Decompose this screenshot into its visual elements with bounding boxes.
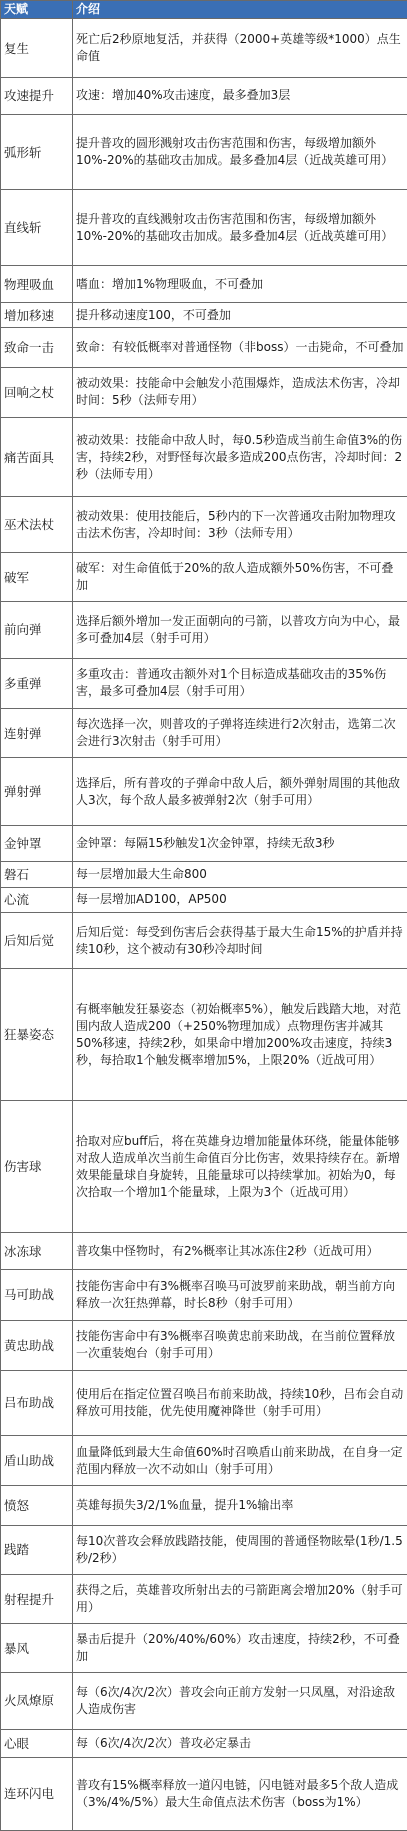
table-header-row (1, 1, 407, 19)
talent-name: 痛苦面具 (1, 418, 73, 497)
table-row (1, 862, 407, 887)
table-row (1, 1673, 407, 1729)
talent-description: 暴击后提升（20%/40%/60%）攻击速度，持续2秒，不可叠加 (73, 1624, 407, 1673)
talent-name: 连射弹 (1, 709, 73, 758)
talent-name: 连环闪电 (1, 1757, 73, 1830)
talent-name: 前向弹 (1, 602, 73, 658)
table-row (1, 1320, 407, 1371)
table-row (1, 912, 407, 968)
talent-name: 射程提升 (1, 1574, 73, 1623)
table-row (1, 1101, 407, 1233)
talent-description: 多重攻击：普通攻击额外对1个目标造成基础攻击的35%伤害，最多可叠加4层（射手可用） (73, 658, 407, 709)
table-row (1, 418, 407, 497)
talent-description: 有概率触发狂暴姿态（初始概率5%），触发后践踏大地，对范围内敌人造成200（+250%物理加成）点物理伤害并减其50%移速，持续2秒，如果命中增加200%攻击速度，持续3秒，每拾取1个触发概率增加5%，上限20%（近战可用） (73, 969, 407, 1101)
table-row (1, 19, 407, 78)
table-row (1, 1233, 407, 1270)
table-row (1, 1624, 407, 1673)
talent-name: 践踏 (1, 1525, 73, 1574)
talent-description: 普攻有15%概率释放一道闪电链，闪电链对最多5个敌人造成（3%/4%/5%）最大生命值点法术伤害（boss为1%） (73, 1757, 407, 1830)
talent-name: 物理吸血 (1, 266, 73, 303)
table-row (1, 1486, 407, 1525)
talent-description: 死亡后2秒原地复活，并获得（2000+英雄等级*1000）点生命值 (73, 19, 407, 78)
talent-description: 提升普攻的直线溅射攻击伤害范围和伤害，每级增加额外10%-20%的基础攻击加成。最多叠加4层（近战英雄可用） (73, 190, 407, 266)
talent-description: 每（6次/4次/2次）普攻必定暴击 (73, 1729, 407, 1757)
talent-description: 被动效果：技能命中敌人时，每0.5秒造成当前生命值3%的伤害，持续2秒，对野怪每次最多造成200点伤害，冷却时间：2秒（法师专用） (73, 418, 407, 497)
talent-description: 获得之后，英雄普攻所射出去的弓箭距离会增加20%（射手可用） (73, 1574, 407, 1623)
table-row (1, 602, 407, 658)
talent-description: 被动效果：技能命中会触发小范围爆炸，造成法术伤害，冷却时间：5秒（法师专用） (73, 367, 407, 418)
talent-description: 技能伤害命中有3%概率召唤黄忠前来助战，在当前位置释放一次重装炮台（射手可用） (73, 1320, 407, 1371)
talent-description: 每（6次/4次/2次）普攻会向正前方发射一只凤凰，对沿途敌人造成伤害 (73, 1673, 407, 1729)
talent-name: 盾山助战 (1, 1435, 73, 1486)
table-row (1, 496, 407, 552)
talent-description: 致命：有较低概率对普通怪物（非boss）一击毙命，不可叠加 (73, 328, 407, 367)
talent-description: 提升移动速度100，不可叠加 (73, 302, 407, 327)
talent-description: 血量降低到最大生命值60%时召唤盾山前来助战，在自身一定范围内释放一次不动如山（射手可用） (73, 1435, 407, 1486)
talent-description: 金钟罩：每隔15秒触发1次金钟罩，持续无敌3秒 (73, 825, 407, 862)
table-row (1, 709, 407, 758)
table-row (1, 1729, 407, 1757)
talent-description: 每10次普攻会释放践踏技能，使周围的普通怪物眩晕(1秒/1.5秒/2秒） (73, 1525, 407, 1574)
talent-name: 增加移速 (1, 302, 73, 327)
talent-description: 被动效果：使用技能后，5秒内的下一次普通攻击附加物理攻击法术伤害，冷却时间：3秒（法师专用） (73, 496, 407, 552)
talent-description: 每一层增加AD100，AP500 (73, 887, 407, 912)
table-row (1, 114, 407, 190)
table-row (1, 887, 407, 912)
talent-description: 选择后额外增加一发正面朝向的弓箭，以普攻方向为中心，最多可叠加4层（射手可用） (73, 602, 407, 658)
table-row (1, 758, 407, 825)
table-row (1, 969, 407, 1101)
talent-description: 后知后觉：每受到伤害后会获得基于最大生命15%的护盾并持续10秒，这个被动有30秒冷却时间 (73, 912, 407, 968)
talent-name: 弹射弹 (1, 758, 73, 825)
talent-description: 选择后，所有普攻的子弹命中敌人后，额外弹射周围的其他敌人3次，每个敌人最多被弹射2次（射手可用） (73, 758, 407, 825)
talent-description: 技能伤害命中有3%概率召唤马可波罗前来助战，朝当前方向释放一次狂热弹幕，时长8秒（射手可用） (73, 1269, 407, 1320)
table-row (1, 367, 407, 418)
talent-description: 使用后在指定位置召唤吕布前来助战，持续10秒，吕布会自动释放可用技能，优先使用魔神降世（射手可用） (73, 1371, 407, 1436)
talent-name: 黄忠助战 (1, 1320, 73, 1371)
talent-description: 英雄每损失3/2/1%血量，提升1%输出率 (73, 1486, 407, 1525)
table-row (1, 1269, 407, 1320)
talent-description: 每次选择一次，则普攻的子弹将连续进行2次射击，选第二次会进行3次射击（射手可用） (73, 709, 407, 758)
talent-name: 吕布助战 (1, 1371, 73, 1436)
table-row (1, 302, 407, 327)
talent-description: 嗜血：增加1%物理吸血，不可叠加 (73, 266, 407, 303)
talent-name: 心流 (1, 887, 73, 912)
header-talent: 天赋 (1, 1, 73, 19)
talent-description: 普攻集中怪物时，有2%概率让其冰冻住2秒（近战可用） (73, 1233, 407, 1270)
table-row (1, 190, 407, 266)
table-row (1, 1371, 407, 1436)
table-row (1, 1435, 407, 1486)
talent-name: 多重弹 (1, 658, 73, 709)
table-row (1, 1525, 407, 1574)
talent-description: 提升普攻的圆形溅射攻击伤害范围和伤害，每级增加额外10%-20%的基础攻击加成。最多叠加4层（近战英雄可用） (73, 114, 407, 190)
table-row (1, 328, 407, 367)
talent-name: 心眼 (1, 1729, 73, 1757)
talent-name: 后知后觉 (1, 912, 73, 968)
talent-name: 伤害球 (1, 1101, 73, 1233)
talent-description: 每一层增加最大生命800 (73, 862, 407, 887)
table-row (1, 658, 407, 709)
talent-name: 冰冻球 (1, 1233, 73, 1270)
table-row (1, 553, 407, 602)
talent-name: 金钟罩 (1, 825, 73, 862)
talent-name: 愤怒 (1, 1486, 73, 1525)
talent-name: 暴风 (1, 1624, 73, 1673)
talent-name: 弧形斩 (1, 114, 73, 190)
table-row (1, 78, 407, 115)
talent-name: 马可助战 (1, 1269, 73, 1320)
table-row (1, 1574, 407, 1623)
talent-name: 直线斩 (1, 190, 73, 266)
table-row (1, 266, 407, 303)
talent-description: 攻速：增加40%攻击速度，最多叠加3层 (73, 78, 407, 115)
talent-name: 磐石 (1, 862, 73, 887)
talent-name: 破军 (1, 553, 73, 602)
talent-name: 狂暴姿态 (1, 969, 73, 1101)
table-body (1, 19, 407, 1831)
talent-description: 拾取对应buff后，将在英雄身边增加能量体环绕，能量体能够对敌人造成单次当前生命值百分比伤害，效果持续存在。新增效果能量球自身旋转，且能量球可以持续掌加。初始为0，每次拾取一个增加1个能量球，上限为3个（近战可用） (73, 1101, 407, 1233)
talent-name: 攻速提升 (1, 78, 73, 115)
talent-description: 破军：对生命值低于20%的敌人造成额外50%伤害，不可叠加 (73, 553, 407, 602)
table-row (1, 825, 407, 862)
talent-name: 回响之杖 (1, 367, 73, 418)
talent-name: 火凤燎原 (1, 1673, 73, 1729)
table-row (1, 1757, 407, 1830)
talent-name: 复生 (1, 19, 73, 78)
header-description: 介绍 (73, 1, 407, 19)
talent-name: 巫术法杖 (1, 496, 73, 552)
talent-name: 致命一击 (1, 328, 73, 367)
